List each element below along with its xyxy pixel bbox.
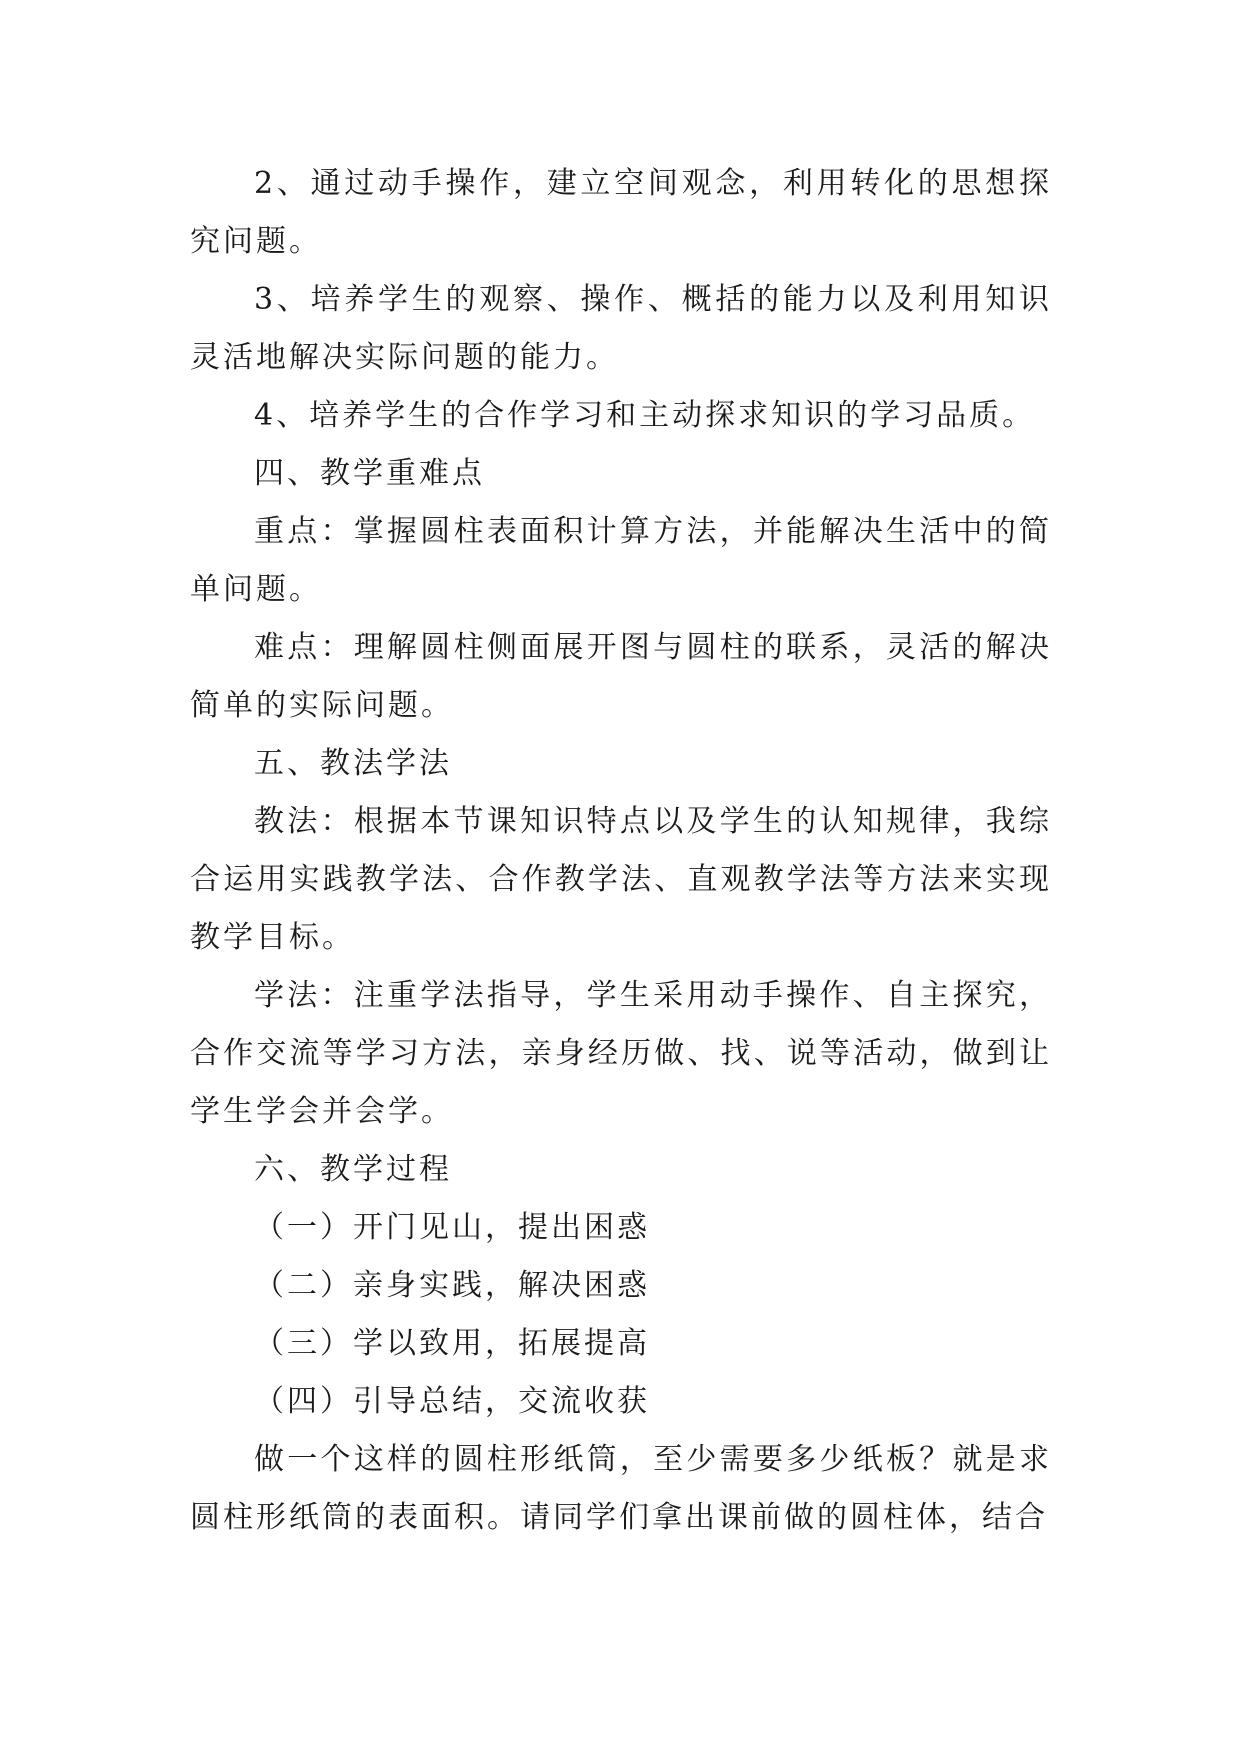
section-heading-process: 六、教学过程	[254, 1152, 452, 1187]
process-step-4: （四）引导总结，交流收获	[254, 1384, 650, 1419]
process-step-2: （二）亲身实践，解决困惑	[254, 1268, 650, 1303]
objective-4-paragraph: 4、培养学生的合作学习和主动探求知识的学习品质。	[254, 398, 1036, 433]
process-step-1: （一）开门见山，提出困惑	[254, 1210, 650, 1245]
process-step-3: （三）学以致用，拓展提高	[254, 1326, 650, 1361]
learning-method-paragraph: 学法：注重学法指导，学生采用动手操作、自主探究，合作交流等学习方法，亲身经历做、找、说等活动，做到让学生学会并会学。	[190, 978, 1052, 1129]
section-heading-key-points: 四、教学重难点	[254, 456, 485, 491]
document-body	[190, 155, 1052, 1547]
section-heading-methods: 五、教法学法	[254, 746, 452, 781]
teaching-method-paragraph: 教法：根据本节课知识特点以及学生的认知规律，我综合运用实践教学法、合作教学法、直观教学法等方法来实现教学目标。	[190, 804, 1052, 955]
objective-3-paragraph: 3、培养学生的观察、操作、概括的能力以及利用知识灵活地解决实际问题的能力。	[190, 282, 1052, 375]
key-point-paragraph: 重点：掌握圆柱表面积计算方法，并能解决生活中的简单问题。	[190, 514, 1052, 607]
difficulty-paragraph: 难点：理解圆柱侧面展开图与圆柱的联系，灵活的解决简单的实际问题。	[190, 630, 1052, 723]
objective-2-paragraph: 2、通过动手操作，建立空间观念，利用转化的思想探究问题。	[190, 166, 1052, 259]
intro-activity-paragraph: 做一个这样的圆柱形纸筒，至少需要多少纸板？就是求圆柱形纸筒的表面积。请同学们拿出课前做的圆柱体，结合	[190, 1442, 1052, 1535]
